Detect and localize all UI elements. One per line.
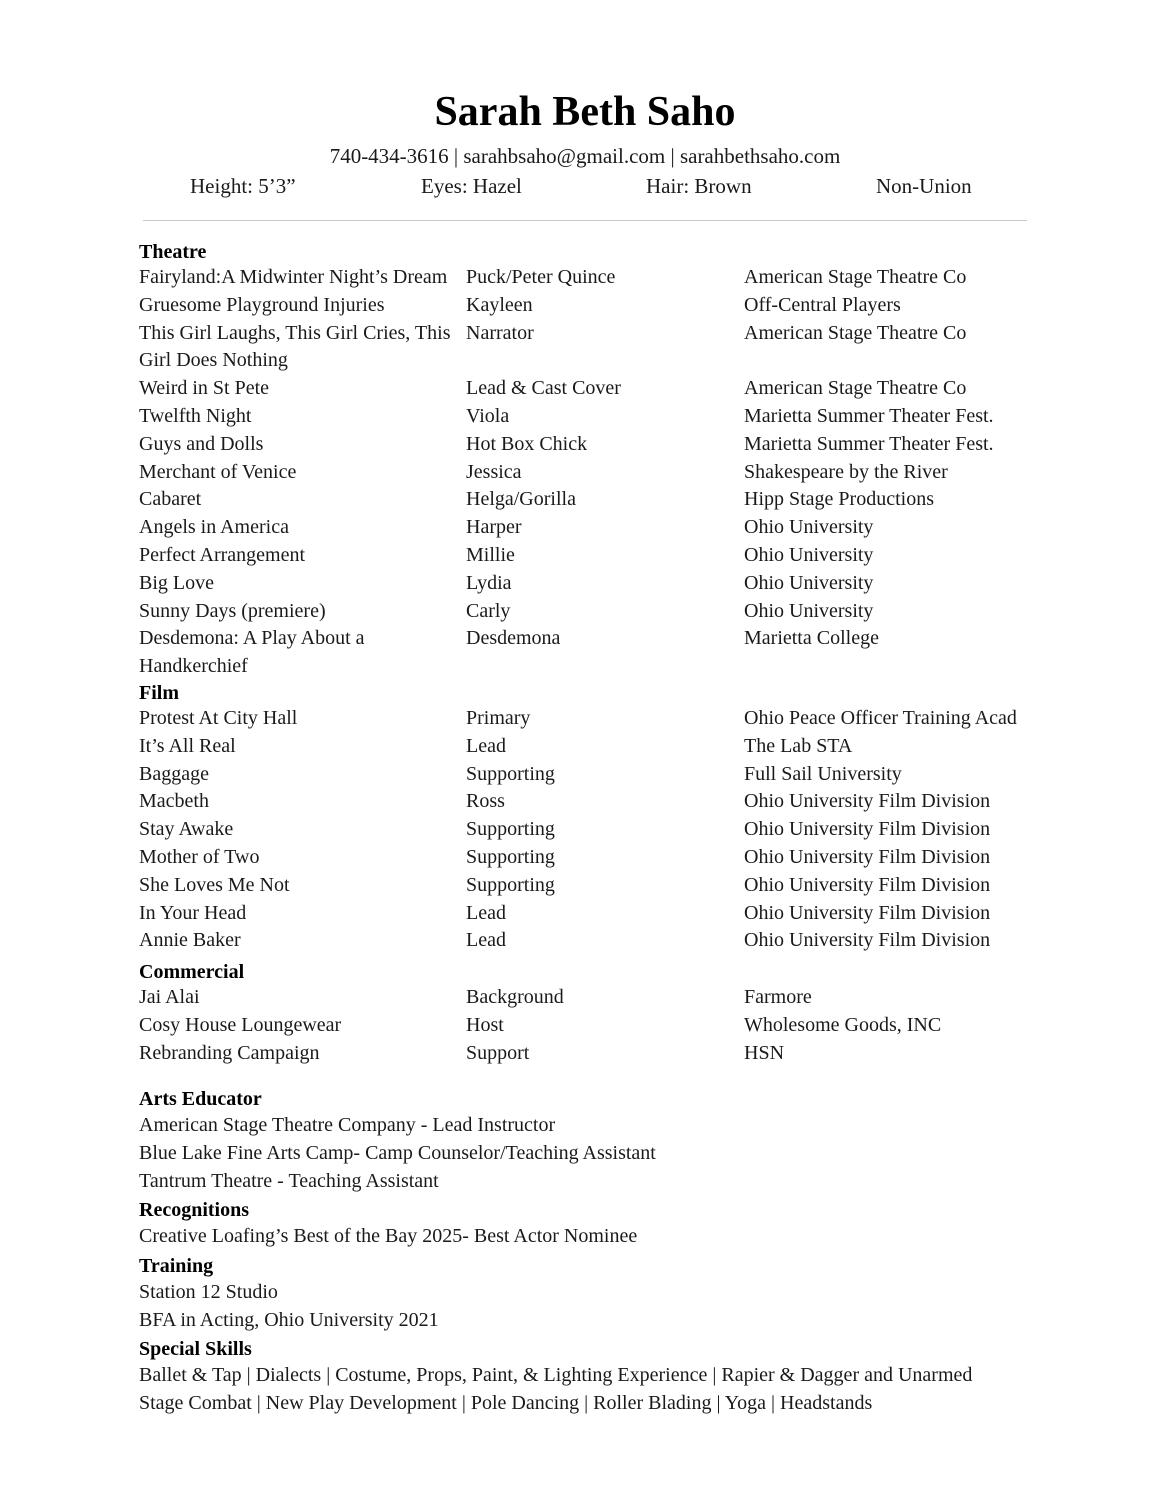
credit-role: Jessica bbox=[466, 460, 522, 483]
training-heading: Training bbox=[139, 1255, 214, 1277]
list-item: BFA in Acting, Ohio University 2021 bbox=[139, 1309, 439, 1331]
credit-role: Lead & Cast Cover bbox=[466, 377, 621, 400]
credit-role: Narrator bbox=[466, 321, 534, 344]
credit-company: Ohio University bbox=[744, 516, 874, 539]
training-section bbox=[139, 1254, 1039, 1334]
credit-role: Support bbox=[466, 1041, 530, 1064]
credit-title: It’s All Real bbox=[139, 734, 236, 757]
credit-role: Kayleen bbox=[466, 293, 533, 316]
credit-row bbox=[139, 486, 1039, 514]
theatre-section bbox=[139, 240, 1039, 681]
credit-title: Desdemona: A Play About a Handkerchief bbox=[139, 627, 365, 678]
credit-row bbox=[139, 705, 1039, 733]
credit-role: Millie bbox=[466, 543, 515, 566]
credit-row bbox=[139, 570, 1039, 598]
credit-title: Baggage bbox=[139, 762, 209, 785]
credit-row bbox=[139, 927, 1039, 955]
credit-title: Mother of Two bbox=[139, 845, 260, 868]
height-stat: Height: 5’3” bbox=[190, 174, 296, 198]
theatre-credits bbox=[139, 264, 1039, 681]
commercial-section bbox=[139, 960, 1039, 1067]
credit-role: Hot Box Chick bbox=[466, 432, 588, 455]
credit-company: Ohio Peace Officer Training Acad bbox=[744, 707, 1017, 729]
credit-company: Off-Central Players bbox=[744, 293, 901, 316]
credit-row bbox=[139, 403, 1039, 431]
credit-title: Cabaret bbox=[139, 488, 202, 511]
credit-role: Desdemona bbox=[466, 627, 561, 650]
list-item: American Stage Theatre Company - Lead Instructor bbox=[139, 1114, 556, 1136]
credit-role: Lydia bbox=[466, 571, 512, 594]
training-list bbox=[139, 1278, 1039, 1334]
credit-title: Merchant of Venice bbox=[139, 460, 297, 483]
credit-company: HSN bbox=[744, 1041, 785, 1064]
credit-row bbox=[139, 984, 1039, 1012]
credit-title: Jai Alai bbox=[139, 986, 200, 1008]
special-skills-section bbox=[139, 1337, 1039, 1417]
credit-title: Cosy House Loungewear bbox=[139, 1013, 342, 1036]
credit-title: She Loves Me Not bbox=[139, 873, 290, 896]
credit-title: This Girl Laughs, This Girl Cries, This Girl Does Nothing bbox=[139, 321, 451, 372]
credit-row bbox=[139, 900, 1039, 928]
credit-title: Protest At City Hall bbox=[139, 707, 298, 729]
recognitions-section bbox=[139, 1198, 1039, 1250]
film-heading: Film bbox=[139, 682, 179, 704]
credit-role: Supporting bbox=[466, 762, 555, 785]
credit-company: Wholesome Goods, INC bbox=[744, 1013, 942, 1036]
credit-title: In Your Head bbox=[139, 901, 247, 924]
recognitions-list bbox=[139, 1222, 1039, 1250]
credit-row bbox=[139, 292, 1039, 320]
credit-title: Twelfth Night bbox=[139, 404, 252, 427]
credit-role: Supporting bbox=[466, 873, 555, 896]
credit-title: Angels in America bbox=[139, 516, 289, 539]
credit-company: Shakespeare by the River bbox=[744, 460, 948, 483]
credit-row bbox=[139, 459, 1039, 487]
credit-row bbox=[139, 431, 1039, 459]
special-skills-list bbox=[139, 1361, 1039, 1417]
credit-title: Fairyland:A Midwinter Night’s Dream bbox=[139, 266, 448, 288]
credit-title: Big Love bbox=[139, 571, 214, 594]
credit-company: American Stage Theatre Co bbox=[744, 321, 967, 344]
list-item: Station 12 Studio bbox=[139, 1281, 278, 1303]
credit-row bbox=[139, 625, 1039, 681]
credit-row bbox=[139, 733, 1039, 761]
credit-role: Lead bbox=[466, 734, 506, 757]
credit-company: Ohio University Film Division bbox=[744, 901, 991, 924]
eyes-stat: Eyes: Hazel bbox=[421, 174, 522, 198]
theatre-heading: Theatre bbox=[139, 241, 207, 263]
credit-company: Ohio University Film Division bbox=[744, 873, 991, 896]
credit-row bbox=[139, 514, 1039, 542]
arts-educator-list bbox=[139, 1111, 1039, 1195]
credit-title: Guys and Dolls bbox=[139, 432, 264, 455]
film-credits bbox=[139, 705, 1039, 955]
credit-company: Marietta Summer Theater Fest. bbox=[744, 432, 994, 455]
credit-role: Carly bbox=[466, 599, 511, 622]
credit-company: Full Sail University bbox=[744, 762, 902, 785]
credit-row bbox=[139, 788, 1039, 816]
credit-role: Lead bbox=[466, 929, 506, 952]
credit-company: Hipp Stage Productions bbox=[744, 488, 934, 511]
credit-row bbox=[139, 1040, 1039, 1068]
credit-row bbox=[139, 816, 1039, 844]
film-section bbox=[139, 681, 1039, 955]
commercial-credits bbox=[139, 984, 1039, 1067]
credit-row bbox=[139, 264, 1039, 292]
credit-company: Farmore bbox=[744, 986, 812, 1008]
credit-company: Marietta College bbox=[744, 627, 879, 650]
credit-company: Ohio University bbox=[744, 571, 874, 594]
credit-title: Rebranding Campaign bbox=[139, 1041, 320, 1064]
credit-title: Weird in St Pete bbox=[139, 377, 270, 400]
credit-company: Ohio University Film Division bbox=[744, 845, 991, 868]
hair-stat: Hair: Brown bbox=[646, 174, 752, 198]
list-item: Creative Loafing’s Best of the Bay 2025- Best Actor Nominee bbox=[139, 1225, 638, 1247]
credit-company: Marietta Summer Theater Fest. bbox=[744, 404, 994, 427]
credit-company: Ohio University bbox=[744, 599, 874, 622]
credit-role: Host bbox=[466, 1013, 504, 1036]
credit-row bbox=[139, 844, 1039, 872]
credit-row bbox=[139, 761, 1039, 789]
arts-educator-section bbox=[139, 1087, 1039, 1195]
credit-row bbox=[139, 320, 1039, 376]
credit-row bbox=[139, 375, 1039, 403]
credit-role: Lead bbox=[466, 901, 506, 924]
credit-title: Sunny Days (premiere) bbox=[139, 599, 326, 622]
credit-company: Ohio University Film Division bbox=[744, 818, 991, 841]
list-item: Stage Combat | New Play Development | Pole Dancing | Roller Blading | Yoga | Headstands bbox=[139, 1392, 873, 1414]
credit-row bbox=[139, 1012, 1039, 1040]
recognitions-heading: Recognitions bbox=[139, 1199, 249, 1221]
credit-company: Ohio University Film Division bbox=[744, 790, 991, 813]
contact-line: 740-434-3616 | sarahbsaho@gmail.com | sarahbethsaho.com bbox=[329, 144, 841, 168]
commercial-heading: Commercial bbox=[139, 961, 245, 983]
credit-row bbox=[139, 872, 1039, 900]
credit-company: The Lab STA bbox=[744, 734, 853, 757]
physical-stats bbox=[190, 171, 1030, 201]
credit-company: American Stage Theatre Co bbox=[744, 377, 967, 400]
list-item: Tantrum Theatre - Teaching Assistant bbox=[139, 1170, 439, 1192]
credit-role: Background bbox=[466, 986, 564, 1008]
credit-title: Gruesome Playground Injuries bbox=[139, 293, 385, 316]
list-item: Ballet & Tap | Dialects | Costume, Props, Paint, & Lighting Experience | Rapier & Dagger and Unarmed bbox=[139, 1364, 973, 1386]
list-item: Blue Lake Fine Arts Camp- Camp Counselor/Teaching Assistant bbox=[139, 1142, 656, 1164]
credit-row bbox=[139, 542, 1039, 570]
credit-company: Ohio University bbox=[744, 543, 874, 566]
credit-role: Helga/Gorilla bbox=[466, 488, 576, 511]
union-status: Non-Union bbox=[876, 174, 972, 198]
arts-educator-heading: Arts Educator bbox=[139, 1088, 262, 1110]
credit-title: Macbeth bbox=[139, 790, 209, 813]
credit-role: Puck/Peter Quince bbox=[466, 266, 616, 288]
credit-row bbox=[139, 598, 1039, 626]
credit-company: Ohio University Film Division bbox=[744, 929, 991, 952]
credit-role: Harper bbox=[466, 516, 522, 539]
header-divider bbox=[143, 220, 1027, 221]
credit-role: Ross bbox=[466, 790, 505, 813]
resume-name: Sarah Beth Saho bbox=[434, 89, 736, 135]
credit-title: Annie Baker bbox=[139, 929, 241, 952]
credit-title: Stay Awake bbox=[139, 818, 234, 841]
credit-role: Supporting bbox=[466, 818, 555, 841]
credit-role: Primary bbox=[466, 707, 531, 729]
credit-title: Perfect Arrangement bbox=[139, 543, 306, 566]
credit-role: Viola bbox=[466, 404, 510, 427]
credit-company: American Stage Theatre Co bbox=[744, 266, 967, 288]
credit-role: Supporting bbox=[466, 845, 555, 868]
special-skills-heading: Special Skills bbox=[139, 1338, 252, 1360]
